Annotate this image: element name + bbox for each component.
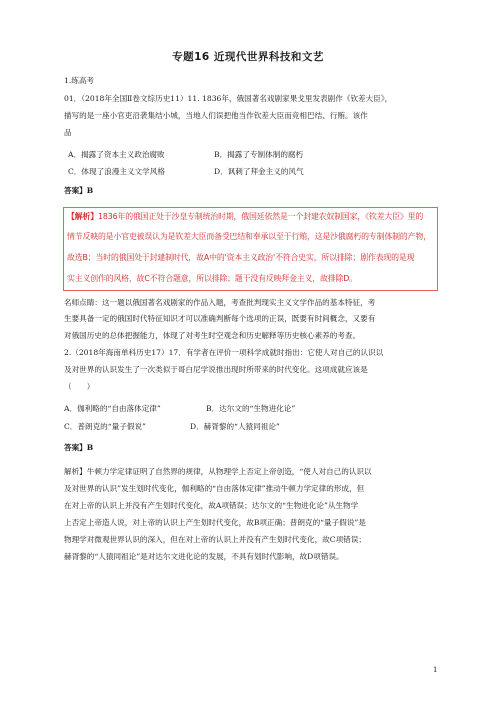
q1-answer: 答案】B bbox=[64, 186, 94, 195]
q1-stem-line2: 描写的是一座小官吏沿袭集结小城，当地人们误把他当作钦差大臣而竞相巴结、行贿。该作 bbox=[64, 111, 368, 120]
q2-analysis-line2: 及对世界的认识”发生划时代变化，伽利略的“自由落体定律”推动牛顿力学定律的形成，但 bbox=[64, 484, 365, 493]
q2-answer: 答案】B bbox=[64, 443, 94, 452]
q2-analysis-line1: 解析】牛顿力学定律证明了自然界的规律，从物理学上否定上帝创造，“使人对自己的认识以 bbox=[64, 467, 372, 476]
page-title: 专题16 近现代世界科技和文艺 bbox=[172, 51, 324, 63]
section-heading: 1.练高考 bbox=[64, 76, 95, 85]
q1-comment-line2: 生要具备一定的俄国时代特征知识才可以准确判断每个选项的正误，既要有时间概念，又要有 bbox=[64, 314, 376, 323]
q2-analysis-line5: 物理学对微观世界认识的深入，但在对上帝的认识上并没有产生划时代变化，故C项错误； bbox=[64, 535, 366, 544]
q1-analysis-line1: 【解析】1836年的俄国正处于沙皇专制统治时期，俄国廷依然是一个封建农奴制国家，《钦差大臣》里的 bbox=[67, 212, 424, 221]
q1-analysis-line4: 实主义创作的风格，故C不符合题意，所以排除；题干没有反映拜金主义，故排除D。 bbox=[67, 274, 357, 283]
q2-option-b: B．达尔文的“生物进化论” bbox=[206, 404, 296, 413]
q2-stem-line1: 2.（2018年海南单科历史17）17．有学者在评价一项科学成就时指出：它使人对自己的认识以 bbox=[64, 348, 384, 357]
q2-option-a: A．伽利略的“自由落体定律” bbox=[64, 404, 161, 413]
q1-stem-line3: 品 bbox=[64, 128, 72, 137]
page-number: 1 bbox=[433, 666, 438, 674]
q2-option-d: D．赫胥黎的“人猿同祖论” bbox=[190, 422, 280, 431]
analysis-tag: 【解析】 bbox=[67, 212, 98, 221]
q1-comment-line3: 对俄国历史的总体把握能力，体现了对考生时空观念和历史解释等历史核心素养的考查。 bbox=[64, 331, 361, 340]
q2-analysis-line6: 赫胥黎的“人猿同祖论”是对达尔文进化论的发展，不具有划时代影响，故D项错误。 bbox=[64, 552, 344, 561]
q1-analysis-line3: 故选B；当时的俄国处于封建制时代，故A中的'资本主义政治'不符合史实，所以排除；剧作表现的是现 bbox=[67, 253, 415, 262]
q2-stem-line2: 及对世界的认识发生了一次类似于哥白尼学说推出现时所带来的时代变化。这项成就应该是 bbox=[64, 365, 368, 374]
q1-analysis-line2: 情节反映的是小官吏被误认为是钦差大臣而备受巴结和奉承以至于行贿，这是沙俄腐朽的专制体制的产物， bbox=[67, 232, 431, 241]
q1-stem-line1: 01．（2018年全国Ⅱ卷文综历史11）11. 1836年，俄国著名戏剧家果戈里发表剧作《钦差大臣》， bbox=[64, 94, 393, 103]
q2-analysis-line3: 在对上帝的认识上并没有产生划时代变化，故A项错误；达尔文的“生物进化论”从生物学 bbox=[64, 501, 359, 510]
q1-option-b: B．揭露了专制体制的腐朽 bbox=[214, 150, 304, 159]
q1-option-a: A．揭露了资本主义政治腐败 bbox=[68, 150, 165, 159]
q1-option-c: C．体现了浪漫主义文学风格 bbox=[68, 167, 165, 176]
q2-option-c: C．普朗克的“量子假说” bbox=[64, 422, 146, 431]
q1-comment-line1: 名师点睛：这一题以俄国著名戏剧家的作品入题，考查批判现实主义文学作品的基本特征，考 bbox=[64, 298, 376, 307]
q1-option-d: D．讽刺了拜金主义的风气 bbox=[214, 167, 304, 176]
q2-analysis-line4: 上否定上帝造人说，对上帝的认识上产生划时代变化，故B项正确；普朗克的“量子假说”是 bbox=[64, 518, 366, 527]
q2-stem-line3: （ ） bbox=[64, 382, 95, 391]
